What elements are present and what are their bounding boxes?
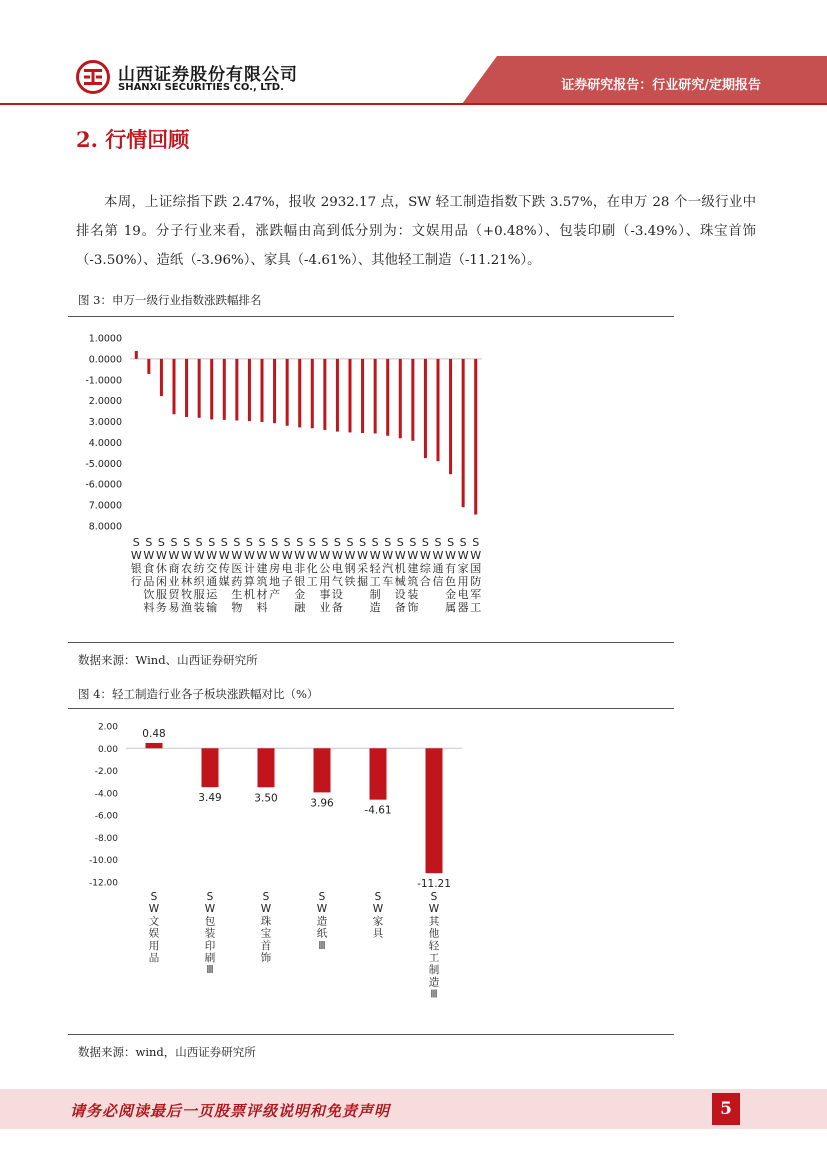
x-category-label: S W 纺织服装: [193, 536, 205, 614]
bar: [261, 359, 264, 422]
bar: [349, 359, 352, 433]
x-category-label: S W 银行: [130, 536, 142, 588]
bar: [202, 748, 219, 787]
bar: [210, 359, 213, 420]
data-label: 3.96: [310, 797, 334, 810]
x-category-label: S W 建筑装饰: [407, 536, 419, 614]
y-tick-label: 0.0000: [88, 354, 122, 366]
bar: [424, 359, 427, 458]
body-paragraph: 本周，上证综指下跌 2.47%，报收 2932.17 点，SW 轻工制造指数下跌 3.57%，在申万 28 个一级行业中排名第 19。分子行业来看，涨跌幅由高到低分别为：文娱用品（+0.48%）、包装印刷（-3.49%）、珠宝首饰（-3.50%）、造纸（-3.96%）、家具（-4.61%）、其他轻工制造（-11.21%）。: [76, 195, 756, 268]
bar: [474, 359, 477, 515]
bar: [426, 748, 443, 873]
x-category-label: S W 休闲服务: [155, 536, 167, 614]
x-category-label: S W 公用事业: [319, 536, 331, 614]
figure4-bottom-rule: [68, 1034, 674, 1035]
figure3-bottom-rule: [68, 642, 674, 643]
x-category-label: S W 建筑材料: [256, 536, 268, 614]
figure3-caption: 图 3：申万一级行业指数涨跌幅排名: [78, 293, 262, 307]
bar: [248, 359, 251, 421]
bar: [235, 359, 238, 421]
bar: [160, 359, 163, 396]
x-category-label: S W 轻工制造: [369, 536, 381, 614]
bar: [146, 743, 163, 748]
data-label: 3.50: [254, 792, 278, 805]
bar: [399, 359, 402, 438]
x-category-label: S W 非银金融: [294, 536, 306, 614]
bar: [258, 748, 275, 787]
bar: [135, 351, 138, 359]
bar: [437, 359, 440, 461]
x-category-label: S W 房地产: [269, 536, 281, 601]
section-title: 2. 行情回顾: [76, 127, 190, 152]
x-category-label: S W 造纸 Ⅲ: [316, 891, 328, 952]
bar: [449, 359, 452, 474]
bar: [185, 359, 188, 417]
y-tick-label: -6.0000: [85, 479, 122, 491]
bar: [286, 359, 289, 426]
data-label: -11.21: [417, 878, 451, 891]
bar: [323, 359, 326, 430]
y-tick-label: 0.00: [97, 744, 118, 755]
company-logo-icon: [76, 60, 110, 94]
x-category-label: S W 电子: [281, 536, 293, 588]
bar: [147, 359, 150, 374]
y-tick-label: 1.0000: [88, 333, 122, 345]
y-tick-label: -6.00: [94, 811, 118, 822]
bar: [370, 748, 387, 799]
x-category-label: S W 家用电器: [457, 536, 469, 614]
bar: [223, 359, 226, 420]
y-tick-label: -1.0000: [85, 375, 122, 387]
bar: [298, 359, 301, 428]
bar: [462, 359, 465, 507]
y-tick-label: -10.00: [88, 856, 118, 867]
y-tick-label: 8.0000: [88, 521, 122, 533]
subsector-comparison-chart: [68, 710, 674, 1032]
y-tick-label: 4.0000: [88, 437, 122, 449]
header-divider: [0, 103, 827, 105]
x-category-label: S W 交通运输: [206, 536, 218, 614]
figure4-caption: 图 4：轻工制造行业各子板块涨跌幅对比（%）: [78, 687, 319, 701]
report-type-label: 证券研究报告：行业研究/定期报告: [561, 78, 761, 93]
x-category-label: S W 其他轻工制造 Ⅲ: [428, 891, 440, 1001]
x-category-label: S W 有色金属: [445, 536, 457, 614]
x-category-label: S W 家具: [372, 891, 384, 940]
industry-ranking-chart: [68, 318, 674, 640]
bar: [386, 359, 389, 436]
company-name-en: SHANXI SECURITIES CO., LTD.: [118, 82, 284, 93]
x-category-label: S W 食品饮料: [143, 536, 155, 614]
page-number: 5: [720, 1099, 732, 1119]
company-name-cn: 山西证券股份有限公司: [118, 65, 298, 85]
x-category-label: S W 珠宝首饰: [260, 891, 272, 964]
bar: [198, 359, 201, 418]
data-label: -4.61: [364, 804, 392, 817]
y-tick-label: -2.00: [94, 767, 118, 778]
x-category-label: S W 采掘: [357, 536, 369, 588]
figure3-top-rule: [68, 316, 674, 317]
y-tick-label: -4.00: [94, 789, 118, 800]
data-label: 0.48: [142, 727, 166, 740]
y-tick-label: 2.0000: [88, 396, 122, 408]
x-category-label: S W 农林牧渔: [181, 536, 193, 614]
x-category-label: S W 通信: [432, 536, 444, 588]
x-category-label: S W 医药生物: [231, 536, 243, 614]
figure4-top-rule: [68, 708, 674, 709]
x-category-label: S W 钢铁: [344, 536, 356, 588]
x-category-label: S W 计算机: [243, 536, 255, 601]
bar: [336, 359, 339, 432]
bar: [361, 359, 364, 433]
y-tick-label: -12.00: [88, 878, 118, 889]
x-category-label: S W 文娱用品: [148, 891, 160, 964]
y-tick-label: 7.0000: [88, 500, 122, 512]
bar: [273, 359, 276, 423]
x-category-label: S W 包装印刷 Ⅲ: [204, 891, 216, 977]
x-category-label: S W 汽车: [382, 536, 394, 588]
y-tick-label: -5.0000: [85, 458, 122, 470]
disclaimer-notice: 请务必阅读最后一页股票评级说明和免责声明: [70, 1102, 391, 1120]
x-category-label: S W 国防军工: [470, 536, 482, 614]
bar: [314, 748, 331, 792]
figure4-source: 数据来源：wind，山西证券研究所: [78, 1045, 256, 1059]
x-category-label: S W 传媒: [218, 536, 230, 588]
figure3-source: 数据来源：Wind、山西证券研究所: [78, 653, 258, 667]
bar: [173, 359, 176, 414]
x-category-label: S W 商业贸易: [168, 536, 180, 614]
y-tick-label: -8.00: [94, 833, 118, 844]
bar: [411, 359, 414, 441]
x-category-label: S W 机械设备: [394, 536, 406, 614]
y-tick-label: 3.0000: [88, 417, 122, 429]
bar: [374, 359, 377, 434]
bar: [311, 359, 314, 428]
x-category-label: S W 电气设备: [331, 536, 343, 614]
x-category-label: S W 化工: [306, 536, 318, 588]
y-tick-label: 2.00: [97, 722, 118, 733]
x-category-label: S W 综合: [419, 536, 431, 588]
data-label: 3.49: [198, 792, 222, 805]
